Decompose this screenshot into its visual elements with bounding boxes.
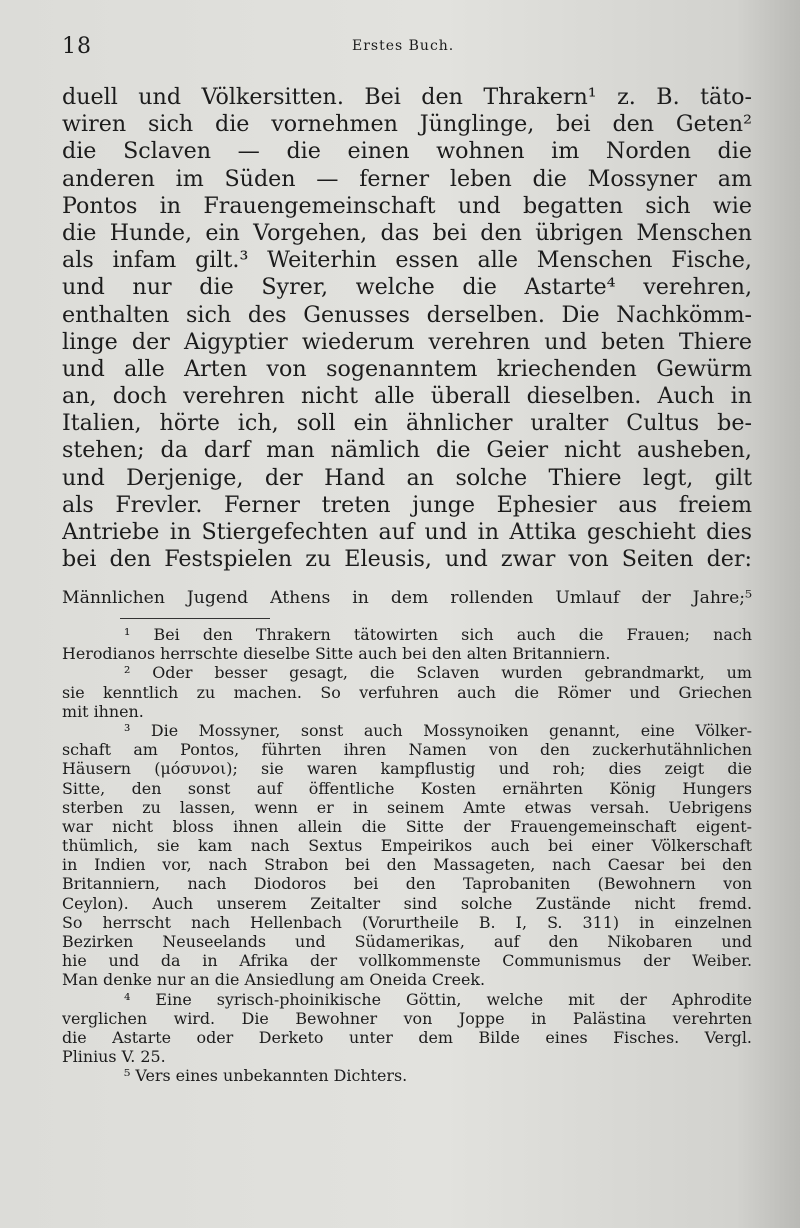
footnote-line: Plinius V. 25.	[62, 1047, 166, 1067]
footnote-line: So herrscht nach Hellenbach (Vorurtheile B. I, S. 311) in einzelnen	[62, 912, 752, 932]
text-line: linge der Aigyptier wiederum verehren und beten Thiere	[62, 328, 752, 355]
text-line: als infam gilt.³ Weiterhin essen alle Menschen Fische,	[62, 247, 752, 274]
footnotes	[62, 625, 752, 1086]
footnote-line: ¹ Bei den Thrakern tätowirten sich auch die Frauen; nach	[124, 625, 752, 644]
footnote-line: Häusern (μόσυνοι); sie waren kampflustig und roh; dies zeigt die	[62, 759, 752, 779]
footnote-line: schaft am Pontos, führten ihren Namen von den zuckerhutähnlichen	[62, 740, 752, 760]
verse-quote: Männlichen Jugend Athens in dem rollenden Umlauf der Jahre;⁵	[62, 588, 752, 608]
text-line: als Frevler. Ferner treten junge Ephesier aus freiem	[62, 491, 752, 518]
footnote-line: hie und da in Afrika der vollkommenste Communismus der Weiber.	[62, 951, 752, 971]
text-line: Pontos in Frauengemeinschaft und begatten sich wie	[62, 192, 752, 219]
page-header	[62, 34, 752, 64]
text-line: enthalten sich des Genusses derselben. Die Nachkömm-	[62, 301, 752, 328]
footnote-line: in Indien vor, nach Strabon bei den Massageten, nach Caesar bei den	[62, 855, 752, 875]
text-line: wiren sich die vornehmen Jünglinge, bei den Geten²	[62, 111, 752, 138]
text-line: die Sclaven — die einen wohnen im Norden die	[62, 138, 752, 165]
footnote-line: ⁵ Vers eines unbekannten Dichters.	[124, 1066, 408, 1086]
footnote-divider	[120, 618, 270, 619]
main-text	[62, 84, 752, 573]
footnote-line: thümlich, sie kam nach Sextus Empeirikos auch bei einer Völkerschaft	[62, 836, 752, 856]
footnote-line: Man denke nur an die Ansiedlung am Oneida Creek.	[62, 970, 486, 990]
footnote-line: sterben zu lassen, wenn er in seinem Amte etwas versah. Uebrigens	[62, 797, 752, 817]
footnote-line: verglichen wird. Die Bewohner von Joppe in Palästina verehrten	[62, 1008, 752, 1028]
footnote-line: ² Oder besser gesagt, die Sclaven wurden gebrandmarkt, um	[124, 663, 752, 683]
footnote-line: sie kenntlich zu machen. So verfuhren auch die Römer und Griechen	[62, 682, 752, 702]
text-line: Italien, hörte ich, soll ein ähnlicher uralter Cultus be-	[62, 410, 752, 437]
text-line: und Derjenige, der Hand an solche Thiere legt, gilt	[62, 464, 752, 491]
text-line: und nur die Syrer, welche die Astarte⁴ verehren,	[62, 274, 752, 301]
text-line: an, doch verehren nicht alle überall dieselben. Auch in	[62, 383, 752, 410]
text-line: die Hunde, ein Vorgehen, das bei den übrigen Menschen	[62, 219, 752, 246]
footnote-line: Bezirken Neuseelands und Südamerikas, auf den Nikobaren und	[62, 932, 752, 951]
footnote-line: mit ihnen.	[62, 701, 144, 721]
footnote-line: ³ Die Mossyner, sonst auch Mossynoiken genannt, eine Völker-	[124, 720, 752, 740]
text-line: Antriebe in Stiergefechten auf und in Attika geschieht dies	[62, 519, 752, 545]
footnote-line: ⁴ Eine syrisch-phoinikische Göttin, welche mit der Aphrodite	[124, 989, 752, 1009]
page-number: 18	[62, 34, 92, 59]
text-line: bei den Festspielen zu Eleusis, und zwar von Seiten der:	[62, 546, 752, 573]
footnote-line: Sitte, den sonst auf öffentliche Kosten ernährten König Hungers	[62, 778, 752, 798]
text-line: anderen im Süden — ferner leben die Mossyner am	[62, 165, 752, 192]
footnote-line: war nicht bloss ihnen allein die Sitte der Frauengemeinschaft eigent-	[62, 816, 752, 836]
footnote-line: Ceylon). Auch unserem Zeitalter sind solche Zustände nicht fremd.	[62, 893, 752, 913]
footnote-line: Britanniern, nach Diodoros bei den Taprobaniten (Bewohnern von	[62, 874, 752, 894]
text-line: duell und Völkersitten. Bei den Thrakern¹ z. B. täto-	[62, 84, 752, 110]
text-line: und alle Arten von sogenanntem kriechenden Gewürm	[62, 355, 752, 382]
running-head: Erstes Buch.	[352, 38, 455, 54]
text-line: stehen; da darf man nämlich die Geier nicht ausheben,	[62, 437, 752, 464]
footnote-line: Herodianos herrschte dieselbe Sitte auch bei den alten Britanniern.	[62, 644, 611, 664]
footnote-line: die Astarte oder Derketo unter dem Bilde eines Fisches. Vergl.	[62, 1027, 752, 1047]
